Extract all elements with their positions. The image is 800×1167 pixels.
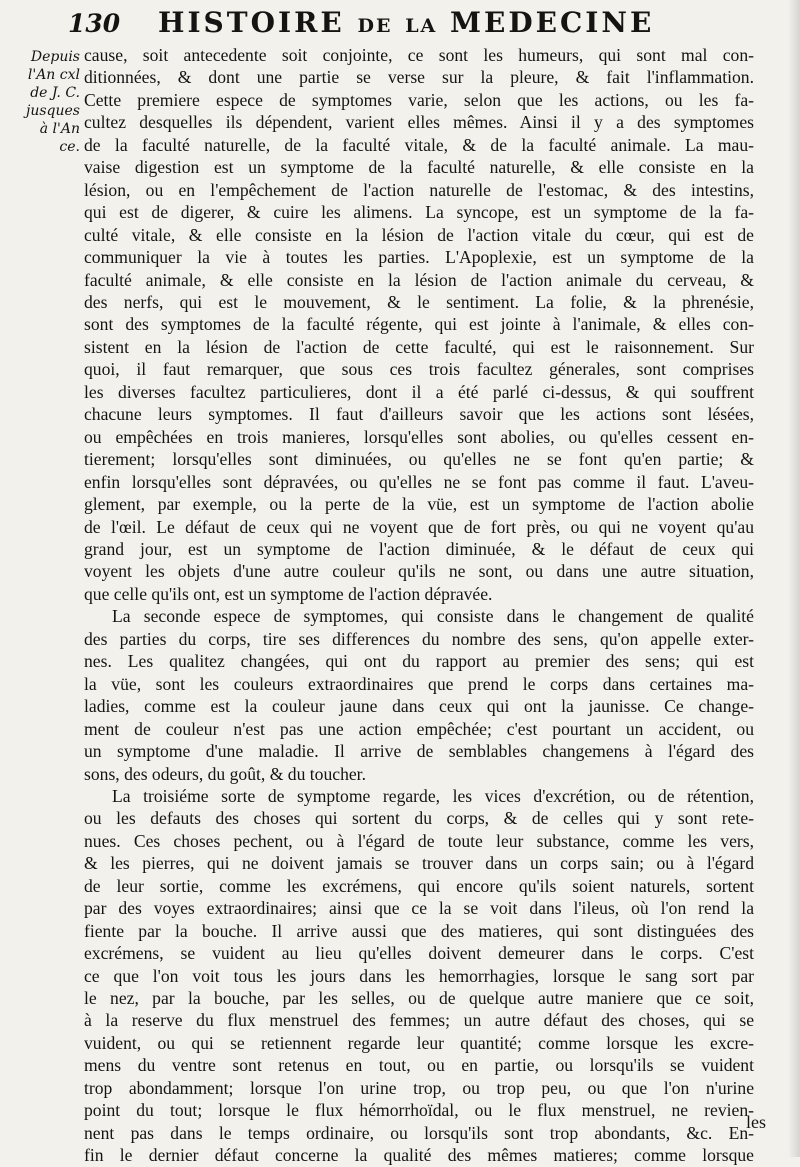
text-line: fin le dernier défaut concerne la qualité des mêmes matieres; comme lorsque: [84, 1145, 754, 1166]
text-line: mens du ventre sont retenus en tout, ou en partie, ou lorsqu'ils se vuident: [84, 1055, 754, 1076]
catchword: les: [746, 1112, 766, 1132]
text-line: le nez, par la bouche, par les selles, ou de quelque autre maniere que ce soit,: [84, 988, 754, 1009]
margin-note-line: à l'An: [39, 121, 80, 137]
text-line: cause, soit antecedente soit conjointe, ce sont les humeurs, qui sont mal con-: [84, 45, 754, 65]
text-line: de leur sortie, comme les excrémens, qui encore qu'ils soient naturels, sortent: [84, 875, 754, 896]
text-line: la vüe, sont les couleurs extraordinaires que prend le corps dans certaines ma-: [84, 673, 754, 694]
text-line: voyent les objets d'une autre couleur qu'ils ne sont, ou dans une autre situation,: [84, 561, 754, 582]
page-number: 130: [68, 9, 121, 38]
text-line: des parties du corps, tire ses differences du nombre des sens, qu'on appelle exter-: [84, 628, 754, 649]
margin-note-line: jusques: [26, 103, 80, 119]
text-line: communiquer la vie à toutes les parties. L'Apoplexie, est un symptome de la: [84, 247, 754, 268]
text-line: chacune leurs symptomes. Il faut d'ailleurs savoir que les actions sont lésées,: [84, 404, 754, 425]
text-line: excrémens, se vuident au lieu qu'elles doivent demeurer dans le corps. C'est: [84, 943, 754, 964]
text-line: La troisiéme sorte de symptome regarde, les vices d'excrétion, ou de rétention,: [112, 785, 754, 806]
text-line: tierement; lorsqu'elles sont diminuées, ou qu'elles ne se font qu'en partie; &: [84, 449, 754, 470]
text-line: culté vitale, & elle consiste en la lésion de l'action vitale du cœur, qui est de: [84, 224, 754, 245]
text-line: de la faculté naturelle, de la faculté vitale, & de la faculté animale. La mau-: [84, 134, 754, 155]
margin-note-line: l'An cxl: [27, 67, 80, 83]
margin-note-line: Depuis: [30, 49, 80, 65]
text-line: sons, des odeurs, du goût, & du toucher.: [84, 763, 366, 784]
text-line: nues. Ces choses pechent, ou à l'égard de toute leur substance, comme les vers,: [84, 830, 754, 851]
text-line: sont des symptomes de la faculté régente, qui est jointe à l'animale, & elles con-: [84, 314, 754, 335]
margin-note: [4, 48, 80, 156]
running-header: [68, 6, 768, 40]
text-line: que celle qu'ils ont, est un symptome de l'action dépravée.: [84, 583, 493, 604]
margin-note-line: ce.: [59, 139, 80, 155]
text-line: faculté animale, & elle consiste en la lésion de l'action animale du cerveau, &: [84, 269, 754, 290]
title-word: MEDECINE: [450, 6, 655, 39]
text-line: quoi, il faut remarquer, que sous ces trois facultez génerales, sont comprises: [84, 359, 754, 380]
text-line: enfin lorsqu'elles sont dépravées, ou qu'elles ne se font pas comme il faut. L'aveu-: [84, 471, 754, 492]
title-word: LA: [405, 15, 438, 37]
text-line: vuident, ou qui se retiennent regarde leur quantité; comme lorsque les excre-: [84, 1032, 754, 1053]
text-line: ce que l'on voit tous les jours dans les hemorrhagies, lorsque le sang sort par: [84, 965, 754, 986]
text-line: par des voyes extraordinaires; ainsi que ce la se voit dans l'ileus, où l'on rend la: [84, 898, 754, 919]
text-line: grand jour, est un symptome de l'action diminuée, & le défaut de ceux qui: [84, 538, 754, 559]
body-text: [84, 44, 754, 1167]
text-line: lésion, ou en l'empêchement de l'action naturelle de l'estomac, & des intestins,: [84, 179, 754, 200]
text-line: sistent en la lésion de l'action de cette faculté, qui est le raisonnement. Sur: [84, 336, 754, 357]
running-title: [158, 6, 654, 39]
text-line: de l'œil. Le défaut de ceux qui ne voyent que de fort près, ou qui ne voyent qu'au: [84, 516, 754, 537]
text-line: qui est de digerer, & cuire les alimens. La syncope, est un symptome de la fa-: [84, 202, 754, 223]
text-line: point du tout; lorsque le flux hémorrhoïdal, ou le flux menstruel, ne revien-: [84, 1100, 754, 1121]
text-line: vaise digestion est un symptome de la faculté naturelle, & elle consiste en la: [84, 157, 754, 178]
text-line: Cette premiere espece de symptomes varie, selon que les actions, ou les fa-: [84, 89, 754, 110]
text-line: cultez desquelles ils dépendent, varient elles mêmes. Ainsi il y a des symptomes: [84, 112, 754, 133]
text-line: nent pas dans le temps ordinaire, ou lorsqu'ils sont trop abondants, &c. En-: [84, 1122, 754, 1143]
text-line: les diverses facultez particulieres, dont il a été parlé ci-dessus, & qui souffrent: [84, 381, 754, 402]
text-line: un symptome d'une maladie. Il arrive de semblables changemens à l'égard des: [84, 741, 754, 762]
text-line: des nerfs, qui est le mouvement, & le sentiment. La folie, & la phrenésie,: [84, 291, 754, 312]
text-line: trop abondamment; lorsque l'on urine trop, ou trop peu, ou que l'on n'urine: [84, 1077, 754, 1098]
text-line: ou les defauts des choses qui sortent du corps, & de celles qui y sont rete-: [84, 808, 754, 829]
text-line: fiente par la bouche. Il arrive aussi que des matieres, qui sont distinguées des: [84, 920, 754, 941]
title-word: HISTOIRE: [158, 6, 345, 39]
text-line: ou empêchées en trois manieres, lorsqu'elles sont abolies, ou qu'elles cessent en-: [84, 426, 754, 447]
text-line: nes. Les qualitez changées, qui ont du rapport au premier des sens; qui est: [84, 651, 754, 672]
margin-note-line: de J. C.: [30, 85, 80, 101]
text-line: La seconde espece de symptomes, qui consiste dans le changement de qualité: [112, 606, 754, 627]
text-line: & les pierres, qui ne doivent jamais se trouver dans un corps sain; ou à l'égard: [84, 853, 754, 874]
text-line: à la reserve du flux menstruel des femmes; un autre défaut des choses, qui se: [84, 1010, 754, 1031]
text-line: ment de couleur n'est pas une action empêchée; c'est pourtant un accident, ou: [84, 718, 754, 739]
text-line: ditionnées, & dont une partie se verse sur la pleure, & fait l'inflammation.: [84, 67, 754, 88]
title-word: DE: [357, 15, 393, 37]
text-line: ladies, comme est la couleur jaune dans ceux qui ont la jaunisse. Ce change-: [84, 696, 754, 717]
text-line: glement, par exemple, ou la perte de la vüe, est un symptome de l'action abolie: [84, 494, 754, 515]
page-edge-shadow: [788, 0, 800, 1157]
